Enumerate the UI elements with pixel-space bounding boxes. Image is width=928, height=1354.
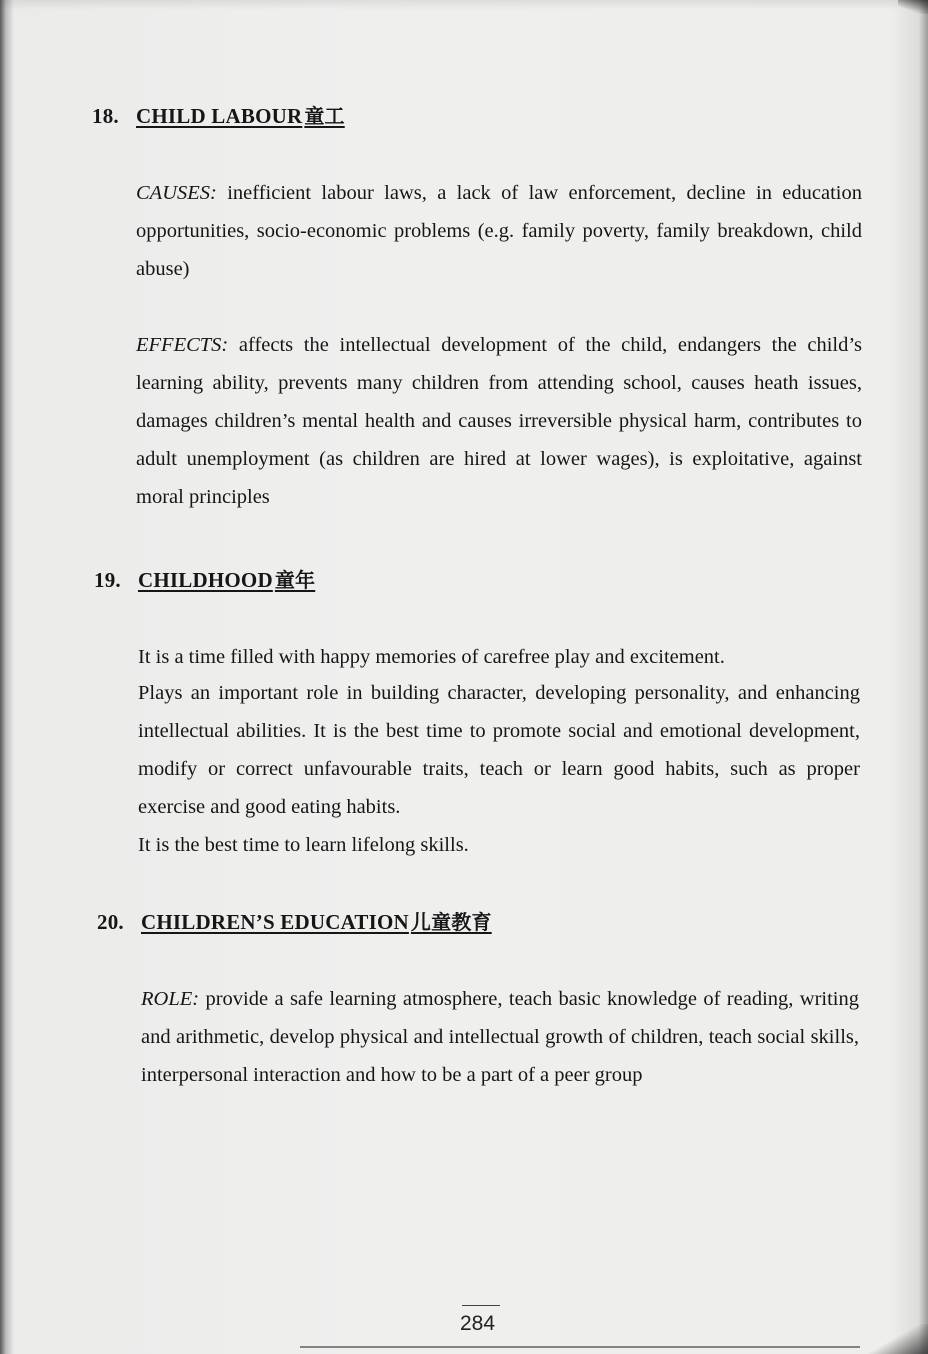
section-title: CHILDREN’S EDUCATION [141, 910, 409, 934]
page-number-rule [462, 1305, 500, 1306]
section-18-heading [92, 100, 345, 129]
section-title: CHILDHOOD [138, 568, 273, 592]
section-number: 18. [92, 104, 119, 128]
childhood-line-3: It is the best time to learn lifelong skills. [138, 834, 469, 856]
section-number: 20. [97, 910, 124, 934]
section-title-chinese: 童工 [304, 104, 345, 128]
childhood-paragraph: Plays an important role in building character, developing personality, and enhancing intellectual abilities. It is the best time to promote social and emotional development, modify or correct unfavourable traits, teach or learn good habits, such as proper exercise and good eating habits. [138, 682, 860, 818]
section-title-chinese: 儿童教育 [410, 910, 492, 934]
role-paragraph [141, 980, 859, 1094]
childhood-line-1: It is a time filled with happy memories of carefree play and excitement. [138, 646, 725, 668]
section-title: CHILD LABOUR [136, 104, 303, 128]
section-title-chinese: 童年 [274, 568, 316, 592]
causes-paragraph [136, 174, 862, 288]
effects-paragraph [136, 326, 862, 516]
paragraph-label: EFFECTS: [136, 334, 229, 356]
section-number: 19. [94, 568, 121, 592]
page-number: 284 [460, 1312, 496, 1335]
paragraph-text: provide a safe learning atmosphere, teach basic knowledge of reading, writing and arithmetic, develop physical and intellectual growth of children, teach social skills, interpersonal interaction and how to be a part of a peer group [141, 988, 859, 1086]
paragraph-label: CAUSES: [136, 182, 217, 204]
paragraph-text: inefficient labour laws, a lack of law enforcement, decline in education opportunities, socio-economic problems (e.g. family poverty, family breakdown, child abuse) [136, 182, 862, 280]
paragraph-label: ROLE: [141, 988, 200, 1010]
section-19-heading [94, 564, 315, 593]
paragraph-text: affects the intellectual development of the child, endangers the child’s learning ability, prevents many children from attending school, causes heath issues, damages children’s mental health and causes irreversible physical harm, contributes to adult unemployment (as children are hired at lower wages), is exploitative, against moral principles [136, 334, 863, 508]
section-20-heading [97, 906, 492, 935]
